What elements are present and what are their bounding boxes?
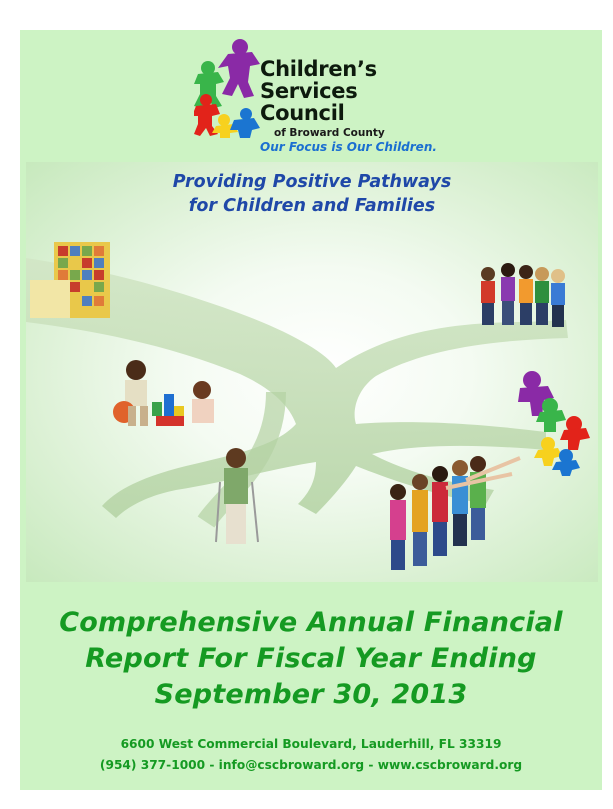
- puzzle-figures-icon: [518, 371, 590, 476]
- report-title-line-1: Comprehensive Annual Financial: [59, 607, 563, 638]
- contact-address: 6600 West Commercial Boulevard, Lauderhill, FL 33319: [120, 737, 502, 751]
- logo-name-line-2: Services: [260, 79, 358, 103]
- logo-figures-icon: [194, 38, 264, 138]
- report-title-line-3: September 30, 2013: [154, 679, 468, 710]
- headline-line-2: for Children and Families: [188, 196, 436, 216]
- report-cover: [20, 30, 602, 790]
- toddlers-photo: [113, 360, 214, 426]
- headline-line-1: Providing Positive Pathways: [172, 172, 452, 192]
- csc-logo: [194, 38, 454, 163]
- logo-tagline: Our Focus is Our Children.: [260, 140, 437, 154]
- report-title-line-2: Report For Fiscal Year Ending: [85, 643, 537, 674]
- county-map-icon: [30, 242, 110, 318]
- pathways-artwork: [26, 162, 598, 582]
- logo-subtitle: of Broward County: [274, 127, 385, 139]
- teens-group-photo: [481, 263, 565, 327]
- logo-name-line-3: Council: [260, 101, 345, 125]
- logo-name-line-1: Children’s: [260, 57, 377, 81]
- contact-phone-email-web: (954) 377-1000 - info@cscbroward.org - www.cscbroward.org: [99, 758, 523, 772]
- tree-pathways-illustration: [26, 162, 598, 582]
